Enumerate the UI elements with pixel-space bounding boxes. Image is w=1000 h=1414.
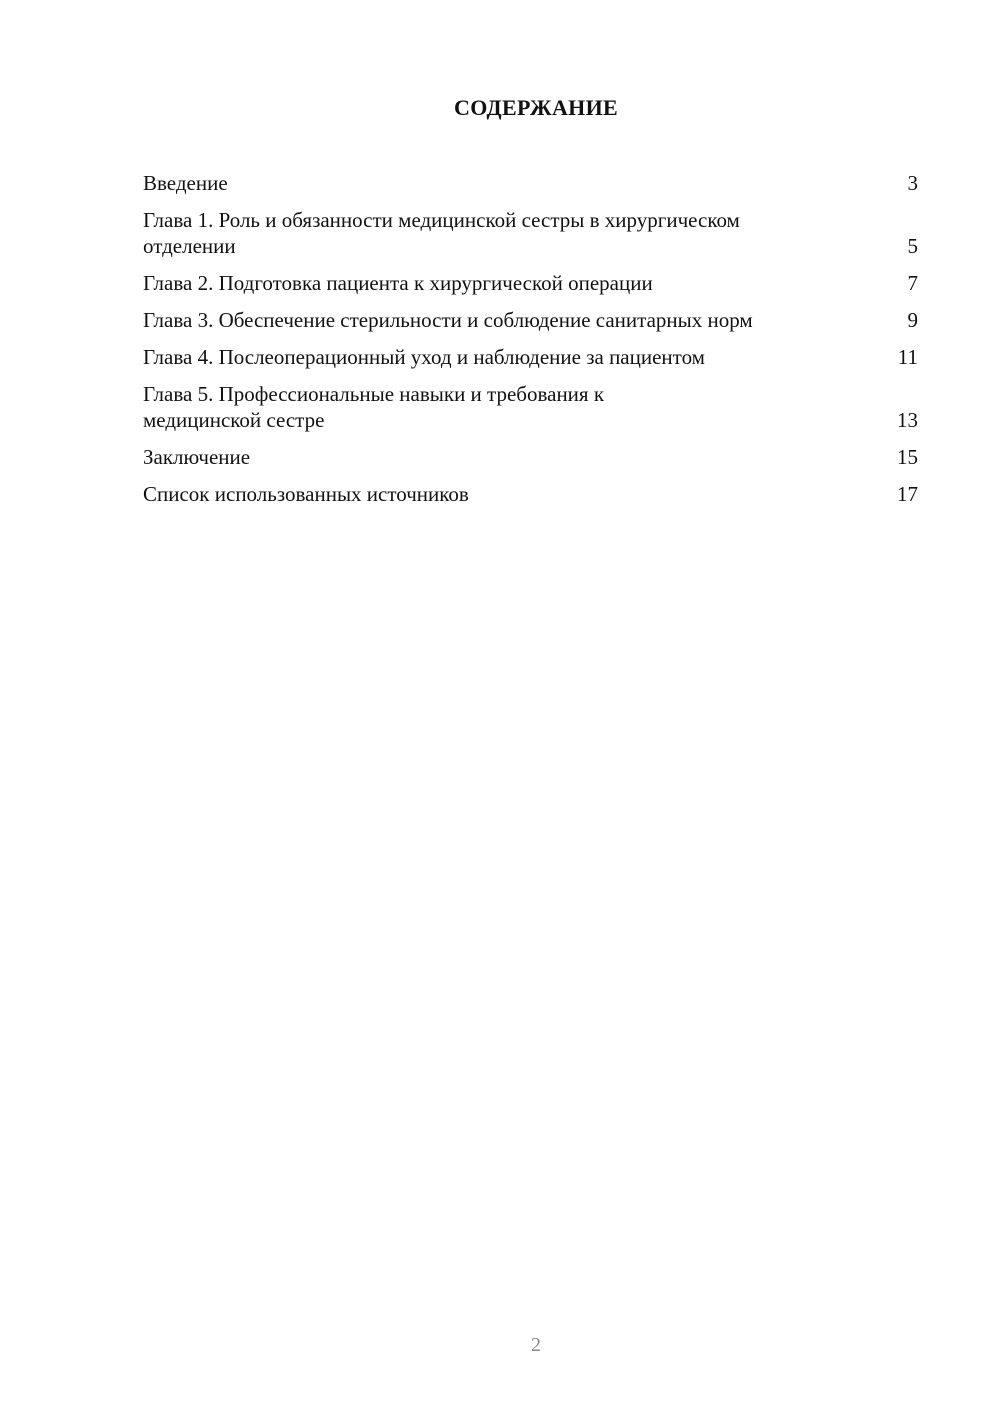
page-number: 2 bbox=[531, 1334, 541, 1356]
table-of-contents bbox=[143, 170, 918, 518]
toc-item-label: Глава 4. Послеоперационный уход и наблюдение за пациентом bbox=[143, 345, 705, 369]
toc-item-label: Глава 3. Обеспечение стерильности и соблюдение санитарных норм bbox=[143, 308, 753, 332]
toc-item[interactable] bbox=[143, 307, 918, 333]
toc-item[interactable] bbox=[143, 170, 918, 196]
toc-item-page: 13 bbox=[897, 408, 918, 432]
toc-item-page: 15 bbox=[897, 445, 918, 469]
page-title: СОДЕРЖАНИЕ bbox=[454, 95, 618, 120]
toc-item-page: 7 bbox=[907, 271, 918, 295]
toc-item-label: Глава 5. Профессиональные навыки и требования к медицинской сестре bbox=[143, 382, 605, 432]
toc-item-page: 3 bbox=[907, 171, 918, 195]
toc-item-label: Введение bbox=[143, 171, 228, 195]
toc-item-page: 17 bbox=[897, 482, 918, 506]
toc-item-label: Заключение bbox=[143, 445, 251, 469]
toc-item-label: Глава 1. Роль и обязанности медицинской сестры в хирургическом отделении bbox=[143, 208, 740, 258]
toc-item[interactable] bbox=[143, 207, 918, 259]
toc-item-page: 9 bbox=[907, 308, 918, 332]
toc-item-label: Список использованных источников bbox=[143, 482, 469, 506]
toc-item[interactable] bbox=[143, 481, 918, 507]
toc-item[interactable] bbox=[143, 444, 918, 470]
toc-item-page: 5 bbox=[907, 234, 918, 258]
toc-item-label: Глава 2. Подготовка пациента к хирургической операции bbox=[143, 271, 653, 295]
toc-item[interactable] bbox=[143, 344, 918, 370]
toc-item[interactable] bbox=[143, 381, 918, 433]
toc-item-page: 11 bbox=[897, 345, 918, 369]
toc-item[interactable] bbox=[143, 270, 918, 296]
